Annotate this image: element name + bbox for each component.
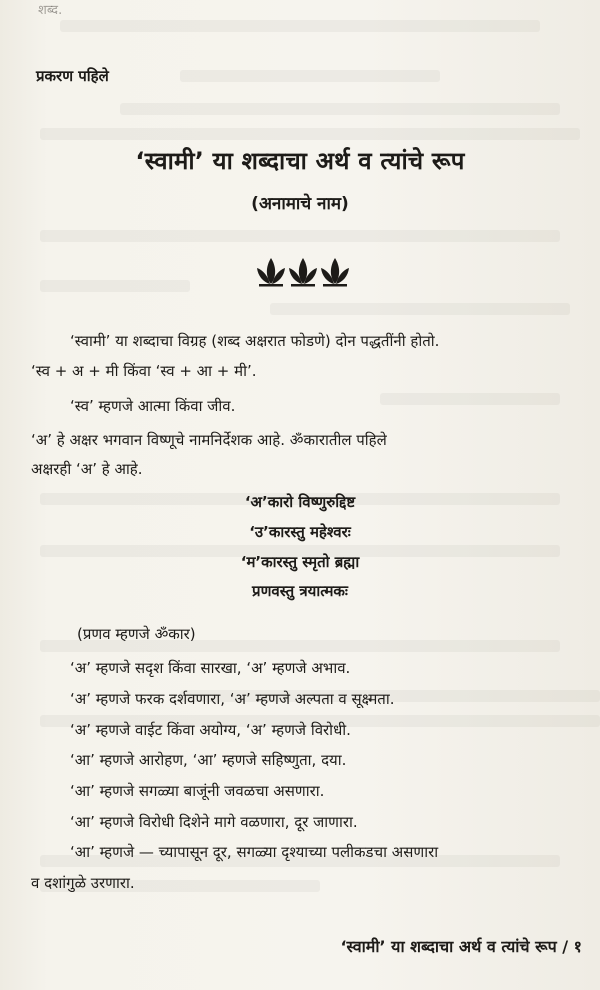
intro-line: अक्षरही ‘अ’ हे आहे.: [31, 460, 143, 478]
meaning-line: ‘अ’ म्हणजे वाईट किंवा अयोग्य, ‘अ’ म्हणजे विरोधी.: [70, 721, 351, 739]
chapter-title: ‘स्वामी’ या शब्दाचा अर्थ व त्यांचे रूप: [135, 147, 465, 175]
chapter-label: प्रकरण पहिले: [36, 67, 109, 85]
verse-line: ‘अ’कारो विष्णुरुद्दिष्ट: [244, 493, 356, 511]
meaning-line: ‘आ’ म्हणजे सगळ्या बाजूंनी जवळचा असणारा.: [70, 782, 325, 800]
intro-line: ‘अ’ हे अक्षर भगवान विष्णूचे नामनिर्देशक आहे. ॐकारातील पहिले: [31, 431, 387, 449]
verse-line: ‘म’कारस्तु स्मृतो ब्रह्मा: [240, 553, 360, 571]
intro-line: ‘स्वामी’ या शब्दाचा विग्रह (शब्द अक्षरात फोडणे) दोन पद्धतींनी होतो.: [70, 332, 440, 350]
intro-line: ‘स्व + अ + मी किंवा ‘स्व + आ + मी’.: [31, 362, 257, 380]
meaning-line: व दशांगुळे उरणारा.: [31, 874, 135, 892]
chapter-subtitle: (अनामाचे नाम): [251, 194, 349, 214]
meaning-line: ‘आ’ म्हणजे विरोधी दिशेने मागे वळणारा, दूर जाणारा.: [70, 813, 358, 831]
lotus-ornament-icon: [255, 254, 351, 288]
meaning-line: (प्रणव म्हणजे ॐकार): [77, 625, 196, 643]
meaning-line: ‘अ’ म्हणजे सदृश किंवा सारखा, ‘अ’ म्हणजे अभाव.: [70, 659, 351, 677]
meaning-line: ‘आ’ म्हणजे आरोहण, ‘आ’ म्हणजे सहिष्णुता, दया.: [70, 751, 347, 769]
meaning-line: ‘आ’ म्हणजे — च्यापासून दूर, सगळ्या दृश्याच्या पलीकडचा असणारा: [70, 843, 439, 861]
cut-off-top-text: शब्द.: [38, 3, 63, 14]
meaning-line: ‘अ’ म्हणजे फरक दर्शवणारा, ‘अ’ म्हणजे अल्पता व सूक्ष्मता.: [70, 690, 395, 708]
verse-line: ‘उ’कारस्तु महेश्वरः: [249, 523, 351, 541]
intro-line: ‘स्व’ म्हणजे आत्मा किंवा जीव.: [70, 397, 236, 415]
running-footer: ‘स्वामी’ या शब्दाचा अर्थ व त्यांचे रूप / १: [340, 937, 582, 956]
verse-line: प्रणवस्तु त्रयात्मकः: [252, 582, 348, 600]
